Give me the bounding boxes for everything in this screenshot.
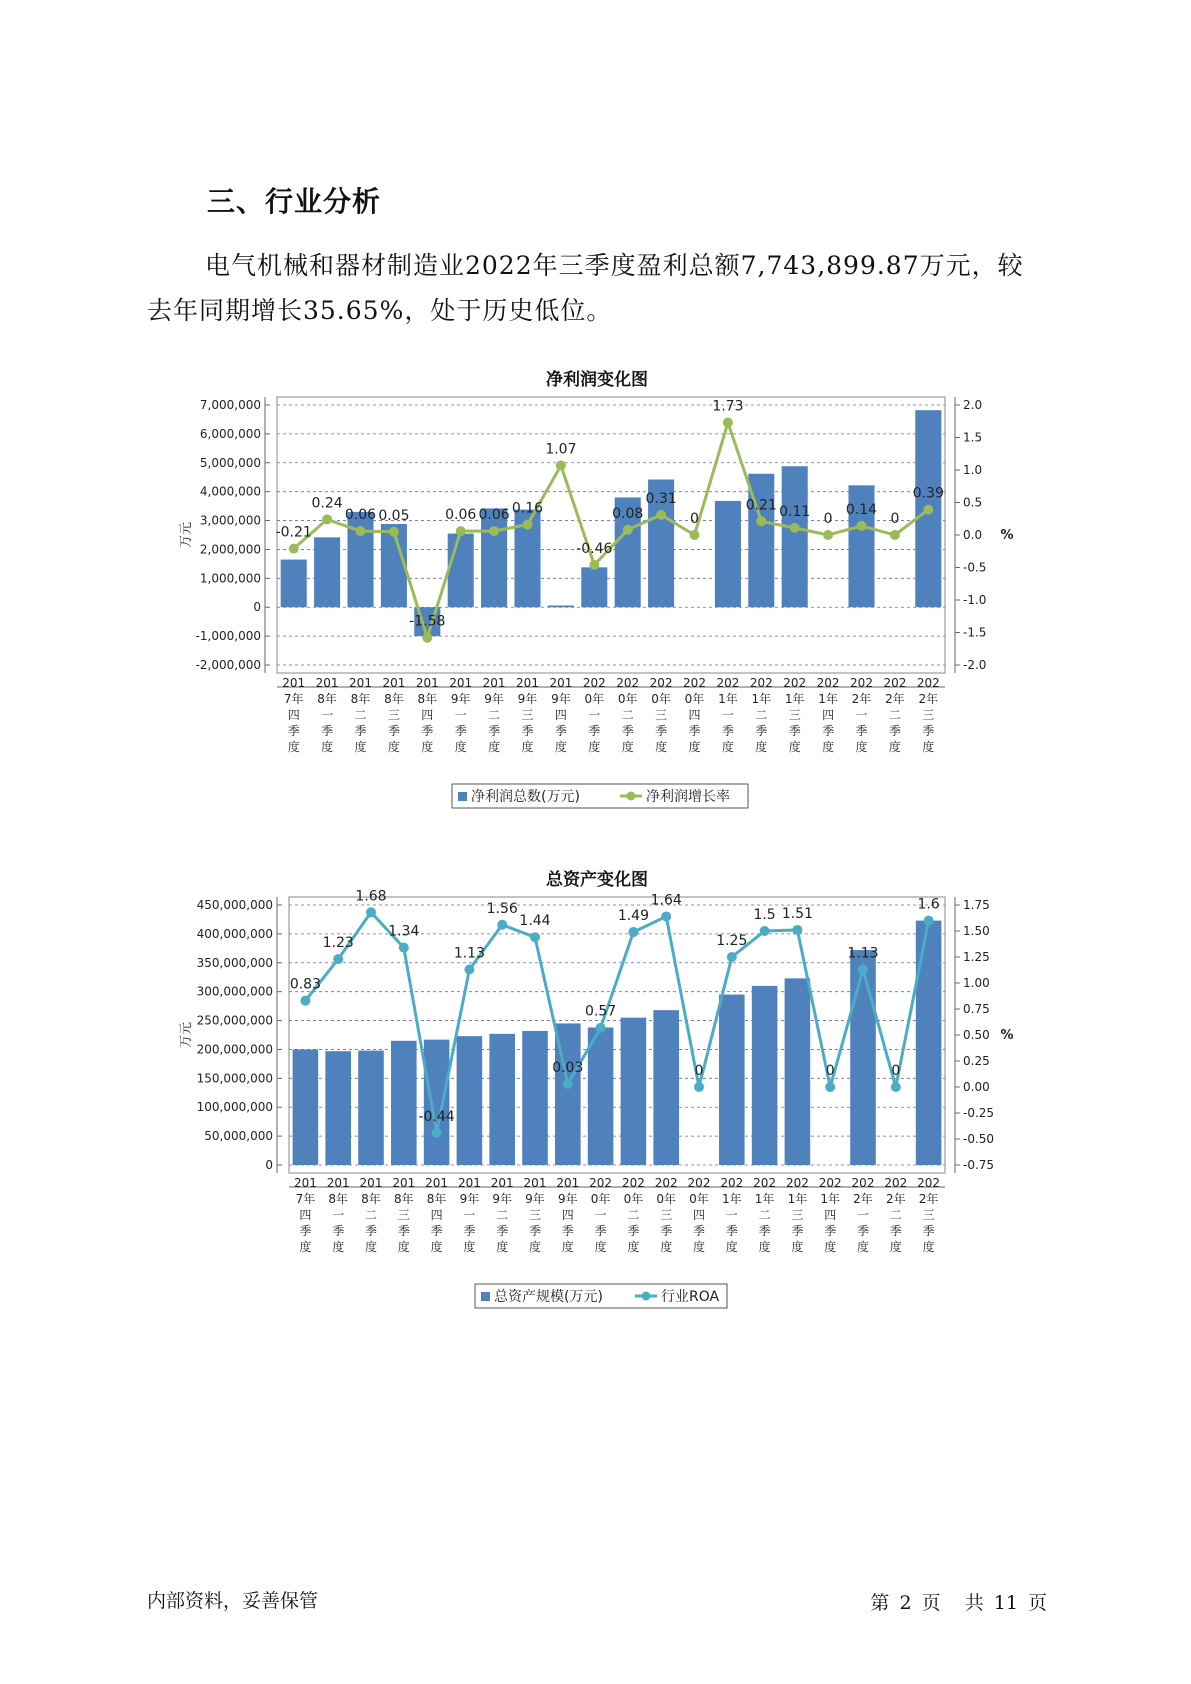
bar [621,1018,647,1165]
y2-tick-label: 1.0 [963,463,983,477]
y-tick-label: 4,000,000 [199,484,261,499]
asset-chart [0,890,1191,1310]
y2-tick-label: 1.75 [963,898,990,912]
y2-tick-label: -0.25 [963,1106,995,1120]
y-tick-label: 50,000,000 [204,1129,273,1144]
data-label: 1.64 [650,892,682,909]
data-label: 0.06 [344,507,377,524]
x-tick-label: 201 9年一季度 [457,1176,481,1254]
line-point [857,521,867,531]
legend-line-marker [642,1292,651,1301]
data-label: 0.57 [585,1003,617,1020]
data-label: 1.51 [781,905,813,922]
line-point [661,911,671,921]
legend-bar-label: 净利润总数(万元) [471,789,580,805]
line-point [628,927,638,937]
page-number: 2 [899,1592,912,1614]
y-tick-label: -2,000,000 [195,658,261,672]
section-heading: 三、行业分析 [207,185,382,218]
bar [293,1049,319,1165]
x-tick-label: 201 9年二季度 [490,1176,514,1254]
line-point [456,526,466,536]
y-tick-label: 0 [265,1158,273,1172]
profit-chart [0,390,1191,810]
data-label: 0.06 [445,507,477,524]
data-label: 0.06 [478,507,510,524]
y-tick-label: 250,000,000 [196,1013,273,1028]
legend-line-label: 净利润增长率 [646,789,730,805]
line-point [891,1082,901,1092]
y2-tick-label: 0.25 [963,1054,990,1068]
data-label: 1.6 [917,896,940,913]
bar [653,1010,679,1165]
x-tick-label: 201 8年四季度 [415,676,439,754]
y-tick-label: 3,000,000 [199,513,261,528]
summary-paragraph-line2: 去年同期增长35.65%，处于历史低位。 [147,296,613,325]
legend-line-label: 行业ROA [661,1289,720,1305]
data-label: 1.68 [355,888,387,905]
page-unit: 页 [921,1592,941,1614]
total-number: 11 [993,1592,1018,1614]
bar [391,1041,417,1165]
data-label: 1.73 [712,398,744,415]
y-axis-title: 万元 [179,521,194,549]
y2-tick-label: -2.0 [963,658,987,672]
line-point [489,526,499,536]
x-tick-label: 202 0年三季度 [654,1176,678,1254]
x-tick-label: 201 8年一季度 [326,1176,350,1254]
line-point [523,520,533,530]
line-point [366,907,376,917]
x-tick-label: 202 2年一季度 [851,1176,875,1254]
line-point [690,530,700,540]
y2-tick-label: 1.50 [963,924,990,938]
y2-tick-label: 1.5 [963,430,983,445]
bar [325,1051,351,1165]
data-label: 0 [825,1063,835,1079]
line-point [890,530,900,540]
y2-axis-title: % [1000,528,1014,543]
y-tick-label: 100,000,000 [196,1100,273,1115]
line-point [694,1082,704,1092]
y-tick-label: 450,000,000 [196,898,273,912]
x-tick-label: 201 8年二季度 [349,676,372,754]
x-tick-label: 202 1年一季度 [716,676,740,754]
x-tick-label: 202 0年三季度 [649,676,673,754]
y-tick-label: -1,000,000 [195,629,261,644]
y2-tick-label: 0.00 [963,1080,990,1094]
data-label: 0.24 [311,495,343,512]
x-tick-label: 202 0年四季度 [687,1176,711,1254]
bar [715,501,741,607]
x-tick-label: 202 0年二季度 [621,1176,645,1254]
line-point [589,560,599,570]
y-tick-label: 2,000,000 [199,542,261,557]
x-tick-label: 202 2年二季度 [883,676,907,754]
line-point [530,932,540,942]
data-label: 0.31 [645,490,677,507]
data-label: 1.34 [388,923,420,940]
x-tick-label: 201 8年四季度 [425,1176,449,1254]
x-tick-label: 202 0年二季度 [616,676,640,754]
y-axis-title: 万元 [179,1021,194,1049]
line-point [596,1023,606,1033]
bar [752,986,778,1165]
y2-tick-label: 1.25 [963,950,990,964]
x-tick-label: 201 8年一季度 [315,676,339,754]
bar [782,466,808,607]
data-label: 0 [890,511,900,527]
bar [314,537,340,607]
data-label: 0.08 [612,505,644,522]
data-label: 0 [823,511,833,527]
line-point [389,527,399,537]
y2-tick-label: -0.75 [963,1158,995,1172]
x-tick-label: 202 1年二季度 [753,1176,777,1254]
x-tick-label: 201 8年三季度 [392,1176,416,1254]
y-tick-label: 200,000,000 [196,1042,273,1057]
footer-page-info [870,1588,1051,1615]
data-label: 1.07 [545,441,577,458]
y-tick-label: 7,000,000 [199,398,261,412]
data-label: 0.14 [845,501,878,518]
y2-tick-label: -1.0 [963,593,987,607]
asset-chart-title: 总资产变化图 [546,870,648,890]
data-label: 1.44 [519,913,551,930]
line-point [924,916,934,926]
x-tick-label: 201 9年二季度 [482,676,506,754]
page-prefix: 第 [870,1592,890,1614]
data-label: 0 [891,1063,901,1079]
y-tick-label: 0 [253,600,261,615]
x-tick-label: 201 8年三季度 [382,676,406,754]
data-label: -0.21 [275,524,312,541]
line-point [790,523,800,533]
legend-bar-swatch [458,792,467,801]
line-point [322,514,332,524]
y2-tick-label: -0.50 [963,1132,995,1146]
x-tick-label: 202 0年四季度 [683,676,706,754]
line-point [556,460,566,470]
x-tick-label: 202 1年三季度 [783,676,807,754]
data-label: 1.49 [617,908,649,925]
x-tick-label: 202 1年二季度 [749,676,773,754]
x-tick-label: 202 1年四季度 [816,676,840,754]
y2-tick-label: 2.0 [963,398,983,412]
data-label: 0.03 [552,1059,584,1076]
data-label: 0.39 [912,485,944,502]
x-tick-label: 201 7年四季度 [282,676,306,754]
data-label: 0 [690,511,699,527]
bar [489,1034,515,1165]
data-label: 1.56 [486,900,518,917]
y-tick-label: 350,000,000 [196,955,273,970]
data-label: 0.21 [745,497,777,514]
data-label: 0 [694,1063,704,1079]
x-tick-label: 202 0年一季度 [589,1176,613,1254]
line-point [289,544,299,554]
bar [588,1027,614,1165]
data-label: 0.11 [779,503,811,520]
line-point [760,926,770,936]
summary-paragraph-line1: 电气机械和器材制造业2022年三季度盈利总额7,743,899.87万元，较 [205,251,1024,280]
x-tick-label: 201 9年四季度 [549,676,573,754]
bar [457,1036,483,1165]
x-tick-label: 202 1年三季度 [785,1176,809,1254]
y2-tick-label: 0.75 [963,1002,990,1016]
x-tick-label: 202 0年一季度 [582,676,606,754]
bar [281,560,307,608]
legend-bar-swatch [481,1292,490,1301]
y-tick-label: 150,000,000 [196,1071,273,1086]
line-point [756,516,766,526]
x-tick-label: 202 2年一季度 [850,676,873,754]
bar [358,1051,384,1165]
plot-area [277,397,945,673]
total-unit: 页 [1027,1592,1047,1614]
data-label: 1.5 [753,907,776,923]
bar [581,567,607,607]
line-point [300,996,310,1006]
x-tick-label: 202 2年三季度 [916,676,940,754]
data-label: 0.16 [511,500,544,517]
bar [481,508,507,607]
line-point [823,530,833,540]
y-tick-label: 300,000,000 [196,984,273,999]
line-point [563,1079,573,1089]
y2-tick-label: -0.5 [963,560,987,575]
data-label: 0.83 [289,976,321,993]
profit-chart-title: 净利润变化图 [546,370,648,390]
y-tick-label: 400,000,000 [196,926,273,941]
y-tick-label: 1,000,000 [199,571,261,586]
x-tick-label: 202 1年一季度 [720,1176,744,1254]
line-point [723,418,733,428]
x-tick-label: 201 9年四季度 [556,1176,580,1254]
bar [522,1031,548,1165]
x-tick-label: 202 1年四季度 [818,1176,842,1254]
line-point [432,1128,442,1138]
data-label: -0.46 [576,540,613,557]
y-tick-label: 5,000,000 [199,455,261,470]
footer-confidential-note: 内部资料，妥善保管 [147,1590,319,1612]
y2-tick-label: -1.5 [963,625,987,640]
x-tick-label: 202 2年三季度 [917,1176,941,1254]
legend-bar-label: 总资产规模(万元) [494,1289,603,1305]
x-tick-label: 202 2年二季度 [884,1176,908,1254]
data-label: 1.25 [716,933,748,949]
line-point [464,964,474,974]
data-label: 1.13 [453,945,485,962]
data-label: 1.23 [322,935,354,952]
y2-tick-label: 0.0 [963,528,983,542]
x-tick-label: 201 9年三季度 [523,1176,547,1254]
legend-line-marker [627,792,636,801]
bar [424,1040,450,1165]
x-tick-label: 201 9年三季度 [516,676,539,754]
y2-tick-label: 1.00 [963,976,990,990]
y2-tick-label: 0.50 [963,1028,990,1042]
bar [719,995,745,1165]
line-point [727,952,737,962]
bar [785,978,811,1165]
y2-tick-label: 0.5 [963,495,983,510]
line-point [356,526,366,536]
line-point [656,510,666,520]
line-point [623,525,633,535]
x-tick-label: 201 8年二季度 [359,1176,383,1254]
data-label: 1.13 [847,945,879,962]
line-point [825,1082,835,1092]
data-label: -0.44 [418,1108,455,1125]
bar [448,534,474,608]
line-point [333,954,343,964]
line-point [923,505,933,515]
line-point [399,943,409,953]
x-tick-label: 201 9年一季度 [449,676,473,754]
line-point [792,925,802,935]
total-prefix: 共 [964,1592,984,1614]
bar [916,921,942,1165]
line-point [422,633,432,643]
bar [850,950,876,1165]
line-point [497,920,507,930]
y2-axis-title: % [1000,1028,1014,1043]
bar [548,605,574,607]
data-label: 0.05 [378,507,410,524]
x-tick-label: 201 7年四季度 [293,1176,317,1254]
line-point [858,964,868,974]
data-label: -1.58 [409,613,446,630]
y-tick-label: 6,000,000 [199,426,261,441]
